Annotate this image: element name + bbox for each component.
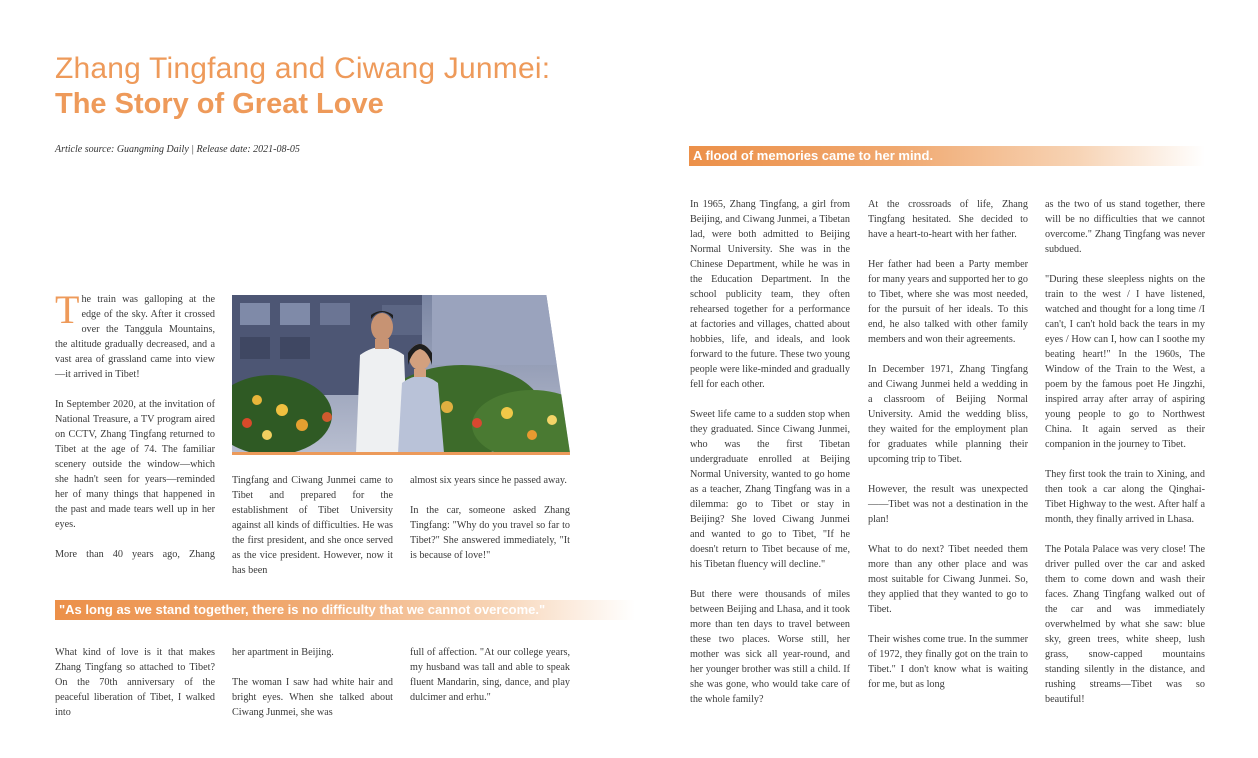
right-column-3-paragraph-2: "During these sleepless nights on the train to the west / I have listened, watched and thought for a long time /I can't, I can't hold back the tears in my eyes / How can I, how can I soothe my beating heart!" In the 1960s, The Window of the Train to the West, a poem by the famous poet He Jingzhi, inspired array after array of aspiring young people to go to Northwest China. It again served as their companion in the journey to Tibet. (1045, 274, 1205, 450)
right-column-3 (1045, 197, 1205, 707)
upper-column-2 (232, 473, 393, 578)
right-column-2-paragraph-3: In December 1971, Zhang Tingfang and Ciwang Junmei held a wedding in a classroom of Beijing Normal University. Amid the wedding bliss, they waited for the employment plan for graduates while planning their upcoming trip to Tibet. (868, 364, 1028, 465)
right-column-2-paragraph-4: However, the result was unexpected——Tibet was not a destination in the plan! (868, 484, 1028, 525)
right-column-3-paragraph-3: They first took the train to Xining, and then took a car along the Qinghai-Tibet Highway to the west. After half a month, they finally arrived in Lhasa. (1045, 469, 1205, 525)
intro-paragraph-1: The train was galloping at the edge of the sky. After it crossed over the Tanggula Mountains, the altitude gradually decreased, and a vast area of grassland came into view—it arrived in Tibet! (55, 287, 215, 380)
photo-accent-line (232, 452, 570, 455)
upper-column-3 (410, 473, 570, 563)
drop-cap: T (55, 287, 80, 332)
article-title-line1: Zhang Tingfang and Ciwang Junmei: (55, 52, 551, 85)
lower-column-1 (55, 645, 215, 720)
right-column-2-paragraph-6: Their wishes come true. In the summer of 1972, they finally got on the train to Tibet." I don't know what is waiting for me, but as long (868, 634, 1028, 690)
section-banner-memories: A flood of memories came to her mind. (689, 146, 1205, 166)
right-column-2-paragraph-5: What to do next? Tibet needed them more than any other place and was most suitable for Ciwang Junmei. So, they applied that they wanted to go to Tibet. (868, 544, 1028, 615)
upper-column-3-paragraph-1: almost six years since he passed away. (410, 475, 567, 486)
lower-column-1-paragraph: What kind of love is it that makes Zhang Tingfang so attached to Tibet? On the 70th anniversary of the peaceful liberation of Tibet, I walked into (55, 647, 215, 718)
lower-column-2-paragraph-2: The woman I saw had white hair and bright eyes. When she talked about Ciwang Junmei, she was (232, 677, 393, 718)
right-column-2-paragraph-2: Her father had been a Party member for many years and supported her to go to Tibet, where she was most needed, for the pursuit of her ideals. To this end, he also talked with other family members and won their agreements. (868, 259, 1028, 345)
right-column-1-paragraph-1: In 1965, Zhang Tingfang, a girl from Beijing, and Ciwang Junmei, a Tibetan lad, were both admitted to Beijing Normal University. She was in the Chinese Department, while he was in the Education Department. In the school publicity team, they often rehearsed together for a performance at factories and villages, chatted about hobbies, life, and ideals, and look forward to the future. These two young people were like-minded and gradually fell for each other. (690, 199, 850, 390)
right-column-1-paragraph-2: Sweet life came to a sudden stop when they graduated. Since Ciwang Junmei, who was the first Tibetan undergraduate enrolled at Beijing Normal University, wanted to go home as a teacher, Zhang Tingfang was in a dilemma: go to Tibet or stay in Beijing? She loved Ciwang Junmei and wanted to go to Tibet, "If he doesn't return to Tibet because of me, his Tibetan fluency will decline." (690, 409, 850, 570)
article-source: Article source: Guangming Daily | Release date: 2021-08-05 (55, 144, 300, 155)
right-column-2 (868, 197, 1028, 692)
section-banner-stand-together: "As long as we stand together, there is no difficulty that we cannot overcome." (55, 600, 635, 620)
lower-column-3-paragraph: full of affection. "At our college years, my husband was tall and able to speak fluent Mandarin, sing, dance, and play dulcimer and erhu." (410, 647, 570, 703)
upper-column-3-paragraph-2: In the car, someone asked Zhang Tingfang: "Why do you travel so far to Tibet?" She answered immediately, "It is because of love!" (410, 505, 570, 561)
lower-column-3 (410, 645, 570, 705)
right-column-3-paragraph-4: The Potala Palace was very close! The driver pulled over the car and asked them to come down and wash their faces. Zhang Tingfang walked out of the car and was immediately overwhelmed by what she saw: blue sky, green trees, white sheep, lush grass, snow-capped mountains standing silently in the distance, and rushing streams—Tibet was so beautiful! (1045, 544, 1205, 705)
upper-column-2-paragraph: Tingfang and Ciwang Junmei came to Tibet and prepared for the establishment of Tibet University against all kinds of difficulties. He was the first president, and she once served as the vice president. However, now it has been (232, 475, 393, 576)
right-column-2-paragraph-1: At the crossroads of life, Zhang Tingfang hesitated. She decided to have a heart-to-heart with her father. (868, 199, 1028, 240)
article-title-line2: The Story of Great Love (55, 88, 384, 120)
couple-photo (232, 295, 570, 453)
intro-paragraph-2: In September 2020, at the invitation of National Treasure, a TV program aired on CCTV, Zhang Tingfang returned to Tibet at the age of 74. The familiar scenery outside the window—which she hadn't seen for years—reminded her of many things that happened in the past and made tears well up in her eyes. (55, 399, 215, 530)
intro-paragraph-3: More than 40 years ago, Zhang (55, 549, 215, 560)
lower-column-2-paragraph-1: her apartment in Beijing. (232, 647, 334, 658)
couple-photo-icon (232, 295, 570, 453)
lower-column-2 (232, 645, 393, 720)
right-column-1-paragraph-3: But there were thousands of miles between Beijing and Lhasa, and it took more than ten days to travel between these two places. Worse still, her mother was sick all year-round, and her younger brother was still a child. If she was gone, who would take care of the whole family? (690, 589, 850, 705)
intro-column (55, 287, 215, 562)
right-column-1 (690, 197, 850, 707)
right-column-3-paragraph-1: as the two of us stand together, there will be no difficulties that we cannot overcome." Zhang Tingfang was never subdued. (1045, 199, 1205, 255)
